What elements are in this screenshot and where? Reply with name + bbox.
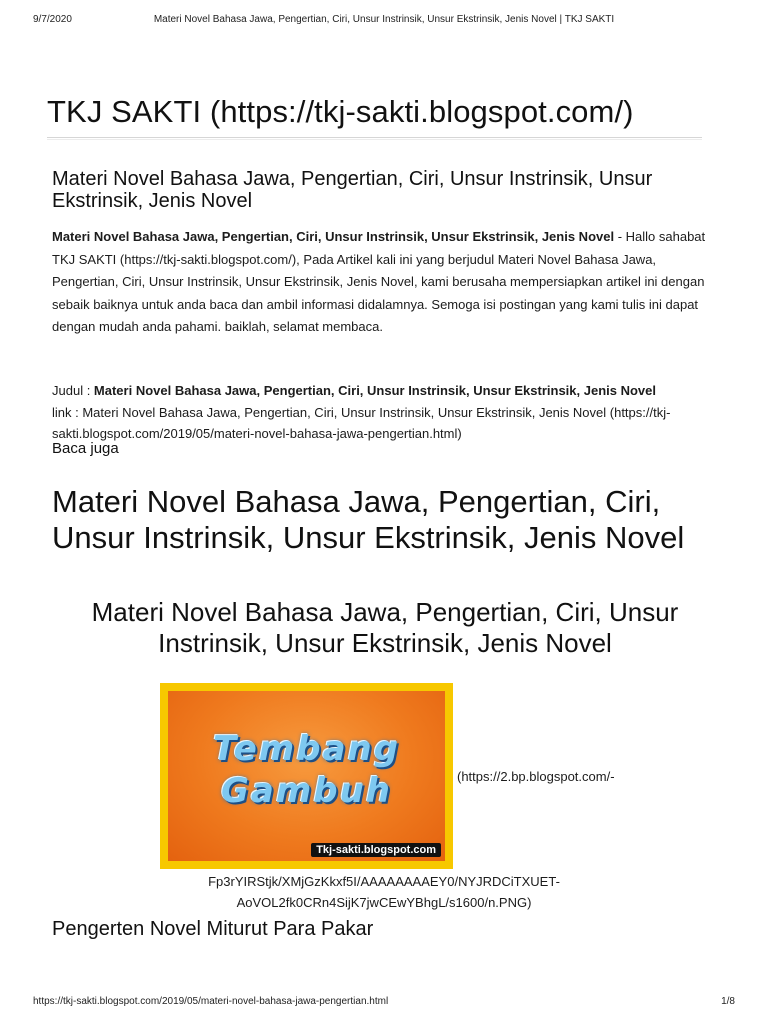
article-subheading: Materi Novel Bahasa Jawa, Pengertian, Ciri, Unsur Instrinsik, Unsur Ekstrinsik, Jenis Novel bbox=[91, 597, 679, 658]
print-footer bbox=[33, 996, 735, 1010]
print-date: 9/7/2020 bbox=[33, 14, 72, 25]
image-link-rest[interactable] bbox=[0, 871, 768, 913]
post-title: Materi Novel Bahasa Jawa, Pengertian, Ciri, Unsur Instrinsik, Unsur Ekstrinsik, Jenis Novel bbox=[52, 168, 653, 212]
image-watermark: Tkj-sakti.blogspot.com bbox=[311, 843, 441, 857]
footer-url: https://tkj-sakti.blogspot.com/2019/05/materi-novel-bahasa-jawa-pengertian.html bbox=[33, 996, 389, 1007]
link-label: link : bbox=[52, 404, 83, 420]
print-doc-title: Materi Novel Bahasa Jawa, Pengertian, Ciri, Unsur Instrinsik, Unsur Ekstrinsik, Jenis Novel | TKJ SAKTI bbox=[153, 14, 615, 25]
judul-label: Judul : bbox=[52, 383, 94, 398]
intro-paragraph bbox=[52, 226, 722, 339]
image-link-line2[interactable]: Fp3rYIRStjk/XMjGzKkxf5I/AAAAAAAAEY0/NYJRDCiTXUET- bbox=[208, 874, 560, 889]
site-divider bbox=[47, 137, 702, 140]
baca-juga-label: Baca juga bbox=[52, 440, 119, 457]
judul-value: Materi Novel Bahasa Jawa, Pengertian, Ciri, Unsur Instrinsik, Unsur Ekstrinsik, Jenis Novel bbox=[93, 383, 657, 398]
image-link-part1[interactable]: (https://2.bp.blogspot.com/- bbox=[457, 769, 615, 784]
post-link[interactable]: Materi Novel Bahasa Jawa, Pengertian, Ciri, Unsur Instrinsik, Unsur Ekstrinsik, Jenis Novel (https://tkj-sakti.blogspot.com/2019/05/materi-novel-bahasa-jawa-pengertian.html) bbox=[52, 404, 671, 441]
site-title-link[interactable]: TKJ SAKTI (https://tkj-sakti.blogspot.com/) bbox=[47, 94, 634, 129]
article-heading: Materi Novel Bahasa Jawa, Pengertian, Ciri, Unsur Instrinsik, Unsur Ekstrinsik, Jenis Novel bbox=[52, 484, 685, 555]
print-header bbox=[33, 14, 735, 28]
intro-text: - Hallo sahabat TKJ SAKTI (https://tkj-sakti.blogspot.com/), Pada Artikel kali ini yang berjudul Materi Novel Bahasa Jawa, Pengertian, Ciri, Unsur Instrinsik, Unsur Ekstrinsik, Jenis Novel, kami berusaha mempersiapkan artikel ini dengan sebaik baiknya untuk anda baca dan ambil informasi didalamnya. Semoga isi postingan yang kami tulis ini dapat dengan mudah anda pahami. baiklah, selamat membaca. bbox=[52, 229, 706, 334]
image-panel bbox=[168, 691, 445, 861]
intro-bold: Materi Novel Bahasa Jawa, Pengertian, Ciri, Unsur Instrinsik, Unsur Ekstrinsik, Jenis Novel bbox=[52, 229, 615, 244]
section-heading: Pengerten Novel Miturut Para Pakar bbox=[52, 918, 374, 940]
page-number: 1/8 bbox=[721, 996, 735, 1007]
image-link-line3[interactable]: AoVOL2fk0CRn4SijK7jwCEwYBhgL/s1600/n.PNG) bbox=[236, 895, 532, 910]
tembang-gambuh-image[interactable] bbox=[160, 683, 453, 869]
image-word-2: Gambuh bbox=[220, 771, 393, 811]
image-word-1: Tembang bbox=[212, 729, 401, 769]
post-meta bbox=[52, 380, 722, 445]
